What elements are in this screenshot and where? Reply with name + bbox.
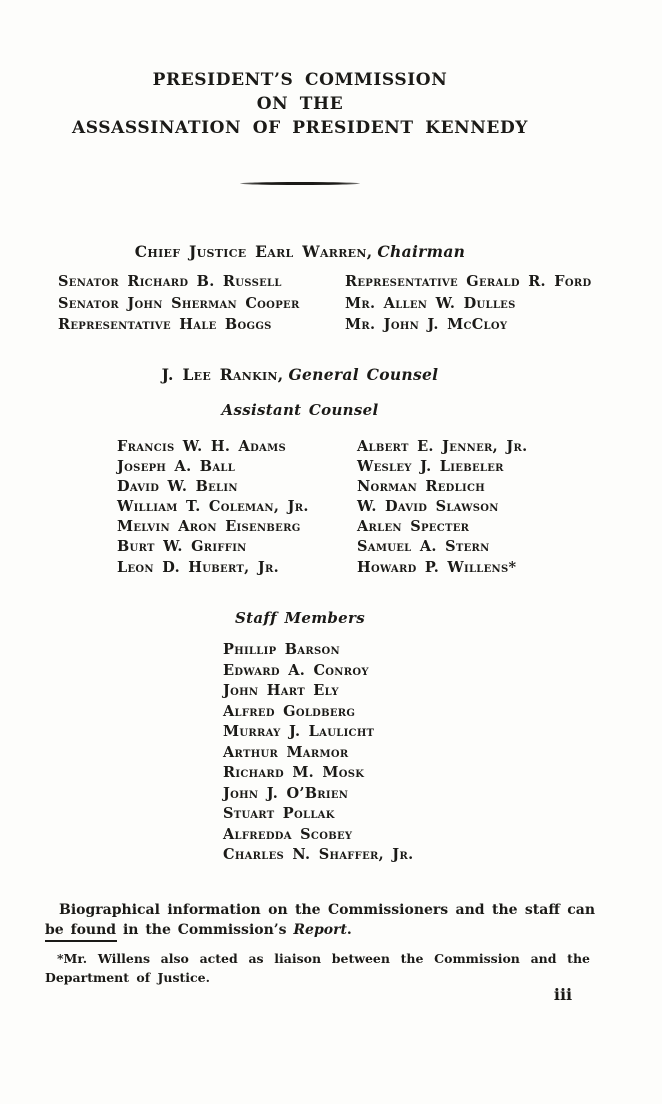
commissioner-name: Senator John Sherman Cooper	[58, 294, 300, 312]
page-number: iii	[553, 985, 573, 1004]
staff-members-heading: Staff Members	[235, 609, 365, 627]
general-counsel-line	[0, 365, 600, 384]
assistant-counsel-name: Burt W. Griffin	[117, 538, 247, 556]
staff-member-name: John Hart Ely	[223, 682, 339, 699]
staff-member-name: Murray J. Laulicht	[223, 723, 375, 740]
staff-member-name: John J. O’Brien	[223, 784, 349, 802]
ornamental-divider-rule	[240, 182, 360, 185]
chairman-name: Chief Justice Earl Warren,	[134, 242, 373, 261]
commissioner-name: Mr. Allen W. Dulles	[345, 294, 516, 312]
chairman-line	[0, 242, 600, 261]
assistant-counsel-name: Leon D. Hubert, Jr.	[117, 558, 279, 576]
staff-member-name: Phillip Barson	[223, 641, 340, 658]
assistant-counsel-name: Albert E. Jenner, Jr.	[357, 438, 528, 455]
assistant-counsel-name: Melvin Aron Eisenberg	[117, 518, 301, 536]
willens-footnote: *Mr. Willens also acted as liaison between the Commission and the Department of Justice.	[45, 951, 590, 985]
staff-member-name: Stuart Pollak	[223, 805, 335, 822]
biographical-note-period: .	[346, 922, 352, 938]
assistant-counsel-name: David W. Belin	[117, 478, 238, 496]
biographical-note	[45, 900, 595, 940]
assistant-counsel-name: Joseph A. Ball	[117, 458, 236, 476]
commissioner-name: Representative Gerald R. Ford	[345, 273, 592, 290]
title-line-2: ON THE	[256, 94, 344, 114]
staff-member-name: Edward A. Conroy	[223, 661, 369, 679]
assistant-counsel-heading: Assistant Counsel	[221, 401, 379, 419]
chairman-role: Chairman	[377, 242, 466, 261]
assistant-counsel-left-column	[117, 437, 309, 578]
assistant-counsel-right-column	[357, 437, 527, 578]
assistant-counsel-name: Norman Redlich	[357, 478, 485, 496]
staff-member-name: Arthur Marmor	[223, 743, 349, 761]
staff-member-name: Alfredda Scobey	[223, 825, 353, 843]
biographical-note-text: Biographical information on the Commissioners and the staff can be found in the Commission’s	[45, 902, 595, 938]
commissioners-left-column	[58, 271, 300, 336]
title-line-1: PRESIDENT’S COMMISSION	[152, 70, 448, 90]
assistant-counsel-name: Francis W. H. Adams	[117, 438, 287, 455]
assistant-counsel-name: William T. Coleman, Jr.	[117, 498, 309, 516]
assistant-counsel-name: Samuel A. Stern	[357, 538, 490, 556]
commissioner-name: Senator Richard B. Russell	[58, 273, 282, 290]
assistant-counsel-name: Howard P. Willens*	[357, 558, 517, 576]
footnote-separator-rule	[45, 940, 117, 942]
commissioner-name: Mr. John J. McCloy	[345, 316, 508, 333]
general-counsel-name: J. Lee Rankin,	[161, 365, 284, 384]
general-counsel-role: General Counsel	[288, 365, 439, 384]
commissioners-right-column	[345, 271, 591, 336]
staff-member-name: Alfred Goldberg	[223, 702, 356, 720]
assistant-counsel-name: Wesley J. Liebeler	[357, 458, 504, 476]
staff-members-list	[223, 640, 413, 866]
staff-member-name: Richard M. Mosk	[223, 764, 365, 781]
document-title	[0, 68, 600, 140]
staff-member-name: Charles N. Shaffer, Jr.	[223, 846, 414, 863]
title-line-3: ASSASSINATION OF PRESIDENT KENNEDY	[71, 118, 529, 138]
biographical-note-report-italic: Report	[293, 922, 347, 938]
assistant-counsel-name: Arlen Specter	[357, 518, 470, 536]
commissioner-name: Representative Hale Boggs	[58, 316, 272, 333]
assistant-counsel-name: W. David Slawson	[357, 498, 499, 516]
